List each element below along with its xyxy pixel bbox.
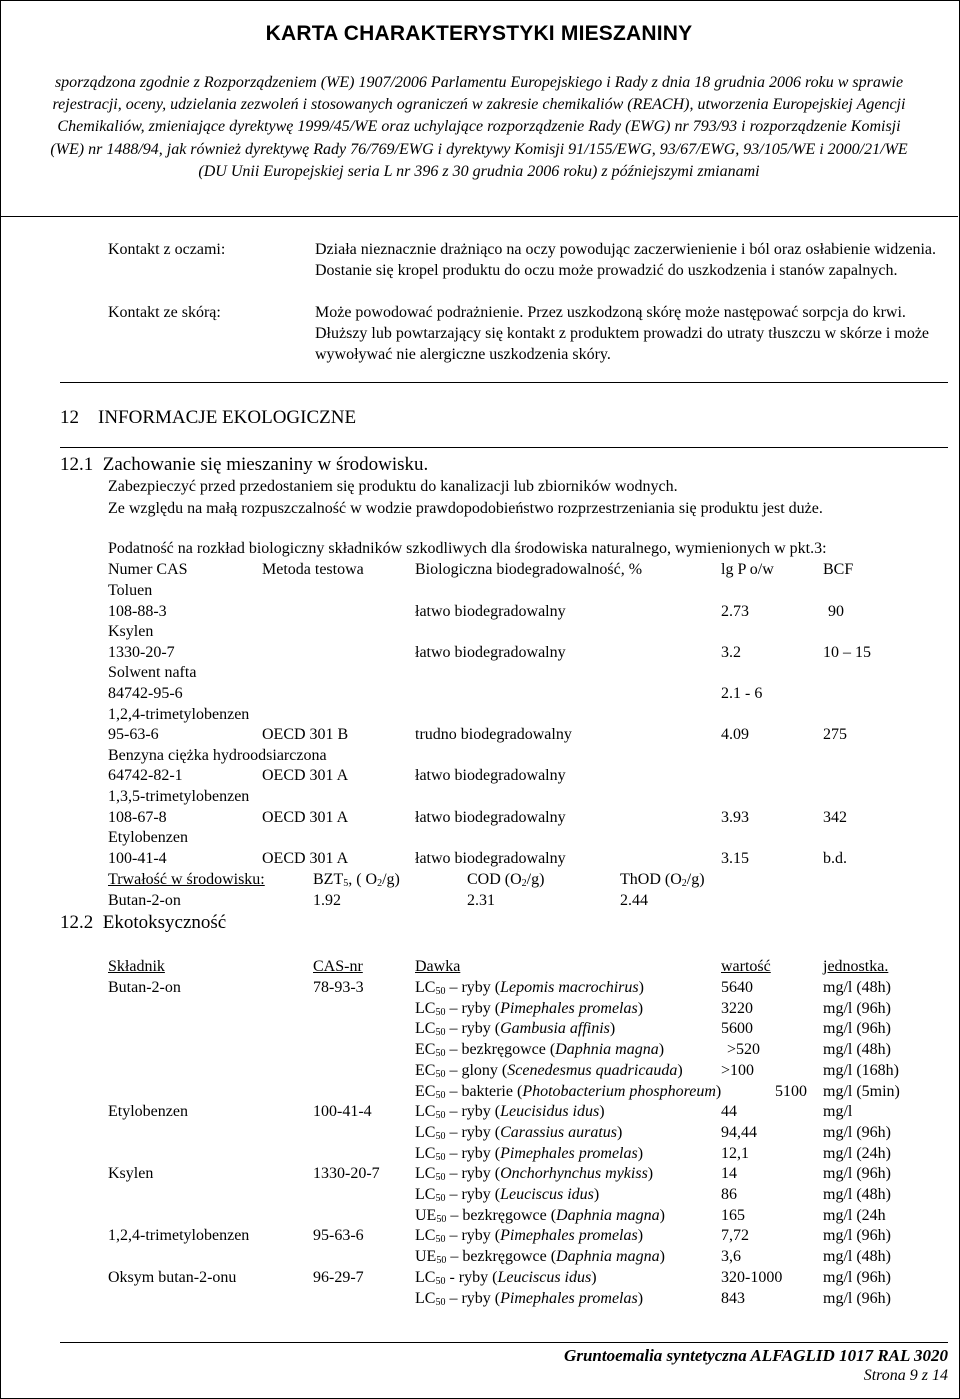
dose-type: LC xyxy=(415,1227,436,1245)
dose-description xyxy=(415,978,644,998)
biodegradability: łatwo biodegradowalny xyxy=(415,602,566,620)
persistence-header: ThOD $(O_2/g)$ xyxy=(620,871,705,889)
closing-paren: ) xyxy=(637,999,644,1017)
dose-description xyxy=(415,1061,683,1081)
dose-type: LC xyxy=(415,1144,436,1162)
toxicity-value: 5600 xyxy=(721,1020,753,1038)
toxicity-value: >100 xyxy=(721,1061,755,1079)
species-name: Lepomis macrochirus xyxy=(500,979,639,996)
biodegradation-intro: Podatność na rozkład biologiczny składników szkodliwych dla środowiska naturalnego, wymienionych w pkt.3: xyxy=(108,540,827,557)
cas-number: 84742-95-6 xyxy=(108,685,183,702)
dose-subscript: 50 xyxy=(436,1255,447,1267)
subsection-number: 12.1 xyxy=(60,454,94,475)
species-name: Gambusia affinis xyxy=(500,1020,610,1038)
species-name: Leuciscus idus xyxy=(500,1186,594,1203)
dose-subscript: 50 xyxy=(436,1213,447,1225)
test-organism-group: – ryby ( xyxy=(445,1103,501,1121)
test-organism-group: – ryby ( xyxy=(445,1165,501,1183)
test-organism-group: – bezkręgowce ( xyxy=(446,1248,557,1266)
species-name: Leuciscus idus xyxy=(497,1268,592,1286)
toxicity-unit: mg/l (168h) xyxy=(823,1061,899,1079)
cas-number: 1330-20-7 xyxy=(108,643,175,661)
component-name: Butan-2-on xyxy=(108,979,181,996)
dose-type: LC xyxy=(415,1123,436,1141)
dose-type: LC xyxy=(415,1186,436,1203)
substance-name: Toluen xyxy=(108,582,153,599)
toxicity-unit: mg/l (96h) xyxy=(823,1020,891,1038)
closing-paren: ) xyxy=(658,1041,665,1059)
dose-subscript: 50 xyxy=(435,1193,446,1204)
test-organism-group: – ryby ( xyxy=(445,1123,501,1141)
cas-number: 95-63-6 xyxy=(108,726,159,744)
species-name: Pimephales promelas xyxy=(500,1289,638,1307)
protection-text: Zabezpieczyć przed przedostaniem się produktu do kanalizacji lub zbiorników wodnych. xyxy=(108,478,678,495)
log-pow: 3.15 xyxy=(721,849,749,867)
dose-subscript: 50 xyxy=(435,1006,446,1018)
divider xyxy=(60,447,948,448)
dose-description xyxy=(415,1144,643,1164)
dose-subscript: 50 xyxy=(435,1110,446,1122)
document-header xyxy=(0,0,958,217)
dose-type: LC xyxy=(415,979,436,996)
column-header: Biologiczna biodegradowalność, % xyxy=(415,561,643,578)
closing-paren: ) xyxy=(715,1082,722,1100)
column-header: BCF xyxy=(823,561,854,578)
closing-paren: ) xyxy=(677,1061,683,1079)
dose-description xyxy=(415,1185,599,1205)
bcf-value: b.d. xyxy=(823,849,847,867)
toxicity-value: 12,1 xyxy=(721,1144,749,1162)
dose-subscript: 50 xyxy=(435,1130,446,1142)
cas-number: 78-93-3 xyxy=(313,979,364,996)
test-organism-group: – glony ( xyxy=(445,1061,508,1079)
eye-contact-label: Kontakt z oczami: xyxy=(108,241,226,258)
biodegradability: łatwo biodegradowalny xyxy=(415,808,566,826)
dose-type: LC xyxy=(415,999,436,1017)
test-organism-group: – ryby ( xyxy=(445,1186,501,1203)
cas-number: 1330-20-7 xyxy=(313,1165,380,1183)
regulation-reference: sporządzona zgodnie z Rozporządzeniem (WE) 1907/2006 Parlamentu Europejskiego i Rady z dnia 18 grudnia 2006 roku w sprawie rejestracji, oceny, udzielania zezwoleń i stosowanych ograniczeń w zakresie chemikaliów (REACH), utworzenia Europejskiej Agencji Chemikaliów, zmieniające dyrektywę 1999/45/WE oraz uchylające rozporządzenie Rady (EWG) nr 793/93 i rozporządzenie Komisji (WE) nr 1488/94, jak również dyrektywę Rady 76/769/EWG i dyrektywy Komisji 91/155/EWG, 93/67/EWG, 93/105/WE i 2000/21/WE (DU Unii Europejskiej seria L nr 396 z 30 grudnia 2006 roku) z późniejszymi zmianami xyxy=(50,74,908,180)
toxicity-value: 320-1000 xyxy=(721,1268,783,1286)
toxicity-unit: mg/l (24h xyxy=(823,1206,886,1224)
persistence-substance: Butan-2-on xyxy=(108,892,181,909)
substance-name: 1,3,5-trimetylobenzen xyxy=(108,788,250,805)
toxicity-value: 44 xyxy=(721,1103,737,1121)
dose-subscript: 50 xyxy=(435,1027,446,1039)
toxicity-value: >520 xyxy=(727,1041,761,1059)
closing-paren: ) xyxy=(609,1020,616,1038)
closing-paren: ) xyxy=(599,1103,605,1121)
test-organism-group: – ryby ( xyxy=(445,1289,501,1307)
column-header: wartość xyxy=(721,958,771,975)
dose-type: EC xyxy=(415,1041,436,1059)
document-title: KARTA CHARAKTERYSTYKI MIESZANINY xyxy=(265,22,693,45)
species-name: Pimephales promelas xyxy=(500,1144,638,1162)
dose-description xyxy=(415,1289,643,1309)
dose-type: EC xyxy=(415,1061,436,1079)
biodegradability: łatwo biodegradowalny xyxy=(415,643,566,661)
species-name: Leucisidus idus xyxy=(500,1103,600,1121)
test-organism-group: – bezkręgowce ( xyxy=(446,1206,557,1224)
closing-paren: ) xyxy=(647,1165,654,1183)
cas-number: 100-41-4 xyxy=(108,849,167,867)
test-organism-group: – bakterie ( xyxy=(445,1082,523,1100)
toxicity-unit: mg/l (48h) xyxy=(823,1186,891,1203)
biodegradability: łatwo biodegradowalny xyxy=(415,767,566,785)
log-pow: 3.93 xyxy=(721,808,749,826)
substance-name: Benzyna ciężka hydroodsiarczona xyxy=(108,746,327,764)
persistence-value: 1.92 xyxy=(313,892,341,909)
section-number: 12 xyxy=(60,407,79,428)
dose-type: LC xyxy=(415,1020,436,1038)
toxicity-value: 5100 xyxy=(775,1082,807,1100)
toxicity-value: 843 xyxy=(721,1289,745,1307)
substance-name: Ksylen xyxy=(108,623,154,641)
toxicity-value: 3,6 xyxy=(721,1248,741,1266)
bcf-value: 10 – 15 xyxy=(823,643,871,661)
species-name: Daphnia magna xyxy=(556,1206,660,1224)
dose-subscript: 50 xyxy=(435,1296,446,1308)
species-name: Pimephales promelas xyxy=(500,999,638,1017)
subsection-title: Zachowanie się mieszaniny w środowisku. xyxy=(102,454,429,475)
substance-name: 1,2,4-trimetylobenzen xyxy=(108,705,250,723)
log-pow: 4.09 xyxy=(721,726,749,744)
test-method: OECD 301 A xyxy=(262,808,349,826)
toxicity-value: 14 xyxy=(721,1165,737,1183)
dose-subscript: 50 xyxy=(435,1172,446,1184)
column-header: Składnik xyxy=(108,958,165,975)
dose-subscript: 50 xyxy=(435,1151,446,1163)
toxicity-unit: mg/l (96h) xyxy=(823,1268,891,1286)
component-name: 1,2,4-trimetylobenzen xyxy=(108,1227,250,1245)
section-title: INFORMACJE EKOLOGICZNE xyxy=(98,407,357,428)
divider xyxy=(60,382,948,383)
persistence-value: 2.44 xyxy=(620,892,648,909)
species-name: Carassius auratus xyxy=(500,1123,618,1141)
test-organism-group: – bezkręgowce ( xyxy=(445,1041,556,1059)
closing-paren: ) xyxy=(593,1186,600,1203)
column-header: Numer CAS xyxy=(108,561,188,578)
toxicity-unit: mg/l (5min) xyxy=(823,1082,900,1100)
toxicity-unit: mg/l (96h) xyxy=(823,1123,891,1141)
dose-type: LC xyxy=(415,1289,436,1307)
dose-description xyxy=(415,1226,643,1246)
persistence-header: $BZT_5$, ( $O_2/g$) xyxy=(313,871,400,889)
toxicity-value: 7,72 xyxy=(721,1227,749,1245)
cas-number: 96-29-7 xyxy=(313,1268,364,1286)
component-name: Etylobenzen xyxy=(108,1103,188,1121)
dose-subscript: 50 xyxy=(435,1068,446,1080)
closing-paren: ) xyxy=(659,1248,665,1266)
closing-paren: ) xyxy=(637,1144,644,1162)
species-name: Daphnia magna xyxy=(556,1248,660,1266)
dose-description xyxy=(415,1019,615,1039)
closing-paren: ) xyxy=(637,1227,644,1245)
species-name: Scenedesmus quadricauda xyxy=(507,1061,678,1079)
skin-contact-text: Może powodować podrażnienie. Przez uszkodzoną skórę może następować sorpcja do krwi. Dłuższy lub powtarzający się kontakt z produktem prowadzi do utraty tłuszczu w skórze i może wywoływać nie alergiczne uszkodzenia skóry. xyxy=(315,304,930,363)
toxicity-unit: mg/l (96h) xyxy=(823,1227,891,1245)
species-name: Pimephales promelas xyxy=(500,1227,638,1245)
subsection-12-2-heading xyxy=(60,911,226,935)
dose-description xyxy=(415,999,643,1019)
biodegradability: trudno biodegradowalny xyxy=(415,726,572,744)
test-organism-group: – ryby ( xyxy=(445,979,501,996)
closing-paren: ) xyxy=(617,1123,623,1141)
test-organism-group: – ryby ( xyxy=(445,999,501,1017)
toxicity-value: 3220 xyxy=(721,999,753,1017)
solubility-text: Ze względu na małą rozpuszczalność w wodzie prawdopodobieństwo rozprzestrzeniania się produktu jest duże. xyxy=(108,500,823,517)
subsection-number: 12.2 xyxy=(60,912,94,933)
dose-type: LC xyxy=(415,1268,436,1286)
closing-paren: ) xyxy=(637,1289,644,1307)
bcf-value: 90 xyxy=(828,602,844,620)
bcf-value: 342 xyxy=(823,808,847,826)
skin-contact-label: Kontakt ze skórą: xyxy=(108,304,221,321)
section-heading xyxy=(60,406,356,430)
test-organism-group: - ryby ( xyxy=(445,1268,498,1286)
substance-name: Solwent nafta xyxy=(108,664,197,682)
cas-number: 108-67-8 xyxy=(108,808,167,826)
dose-description xyxy=(415,1123,622,1143)
test-method: OECD 301 A xyxy=(262,767,349,785)
closing-paren: ) xyxy=(638,979,644,996)
toxicity-value: 165 xyxy=(721,1206,745,1224)
log-pow: 2.1 - 6 xyxy=(721,685,763,702)
toxicity-unit: mg/l (48h) xyxy=(823,1041,891,1059)
closing-paren: ) xyxy=(659,1206,665,1224)
column-header: Metoda testowa xyxy=(262,561,364,578)
toxicity-unit: mg/l (48h) xyxy=(823,979,891,996)
component-name: Oksym butan-2-onu xyxy=(108,1268,237,1286)
dose-subscript: 50 xyxy=(435,1234,446,1246)
dose-subscript: 50 xyxy=(435,1048,446,1060)
log-pow: 2.73 xyxy=(721,602,749,620)
cas-number: 64742-82-1 xyxy=(108,767,183,785)
dose-type: LC xyxy=(415,1103,436,1121)
test-organism-group: – ryby ( xyxy=(445,1227,501,1245)
log-pow: 3.2 xyxy=(721,643,741,661)
persistence-header: COD $(O_2/g)$ xyxy=(467,871,545,889)
toxicity-value: 86 xyxy=(721,1186,737,1203)
footer-divider xyxy=(60,1342,948,1343)
dose-description xyxy=(415,1247,665,1267)
dose-type: UE xyxy=(415,1206,437,1224)
dose-subscript: 50 xyxy=(435,1275,446,1287)
species-name: Daphnia magna xyxy=(555,1041,659,1059)
test-method: OECD 301 A xyxy=(262,849,349,867)
dose-type: EC xyxy=(415,1082,436,1100)
biodegradability: łatwo biodegradowalny xyxy=(415,849,566,867)
toxicity-unit: mg/l (24h) xyxy=(823,1144,891,1162)
toxicity-unit: mg/l xyxy=(823,1103,853,1121)
dose-description xyxy=(415,1082,721,1102)
persistence-label: Trwałość w środowisku: xyxy=(108,871,265,888)
component-name: Ksylen xyxy=(108,1165,154,1183)
dose-description xyxy=(415,1206,665,1226)
dose-description xyxy=(415,1164,653,1184)
dose-description xyxy=(415,1102,605,1122)
dose-type: LC xyxy=(415,1165,436,1183)
column-header: CAS-nr xyxy=(313,958,363,975)
toxicity-value: 94,44 xyxy=(721,1123,757,1141)
toxicity-unit: mg/l (96h) xyxy=(823,999,891,1017)
test-method: OECD 301 B xyxy=(262,726,349,744)
toxicity-unit: mg/l (48h) xyxy=(823,1248,891,1266)
column-header: Dawka xyxy=(415,958,461,975)
toxicity-value: 5640 xyxy=(721,979,753,996)
cas-number: 100-41-4 xyxy=(313,1103,372,1121)
page-number: Strona 9 z 14 xyxy=(863,1367,948,1384)
eye-contact-text: Działa nieznacznie drażniąco na oczy powodując zaczerwienienie i ból oraz osłabienie widzenia. Dostanie się kropel produktu do oczu może prowadzić do uszkodzenia i stanów zapalnych. xyxy=(315,241,937,279)
species-name: Photobacterium phosphoreum xyxy=(522,1082,716,1100)
test-organism-group: – ryby ( xyxy=(445,1144,501,1162)
toxicity-unit: mg/l (96h) xyxy=(823,1289,891,1307)
toxicity-unit: mg/l (96h) xyxy=(823,1165,891,1183)
bcf-value: 275 xyxy=(823,726,847,744)
substance-name: Etylobenzen xyxy=(108,829,188,847)
dose-subscript: 50 xyxy=(435,986,446,997)
dose-description xyxy=(415,1268,597,1288)
dose-subscript: 50 xyxy=(435,1089,446,1101)
dose-type: UE xyxy=(415,1248,437,1266)
species-name: Onchorhynchus mykiss xyxy=(500,1165,648,1183)
subsection-12-1-heading xyxy=(60,453,428,477)
closing-paren: ) xyxy=(591,1268,597,1286)
column-header: lg P o/w xyxy=(721,561,774,578)
cas-number: 108-88-3 xyxy=(108,602,167,620)
product-name: Gruntoemalia syntetyczna ALFAGLID 1017 RAL 3020 xyxy=(564,1346,948,1365)
subsection-title: Ekotoksyczność xyxy=(102,912,227,933)
test-organism-group: – ryby ( xyxy=(445,1020,501,1038)
persistence-value: 2.31 xyxy=(467,892,495,909)
column-header: jednostka. xyxy=(823,958,889,975)
cas-number: 95-63-6 xyxy=(313,1227,364,1245)
dose-description xyxy=(415,1040,664,1060)
